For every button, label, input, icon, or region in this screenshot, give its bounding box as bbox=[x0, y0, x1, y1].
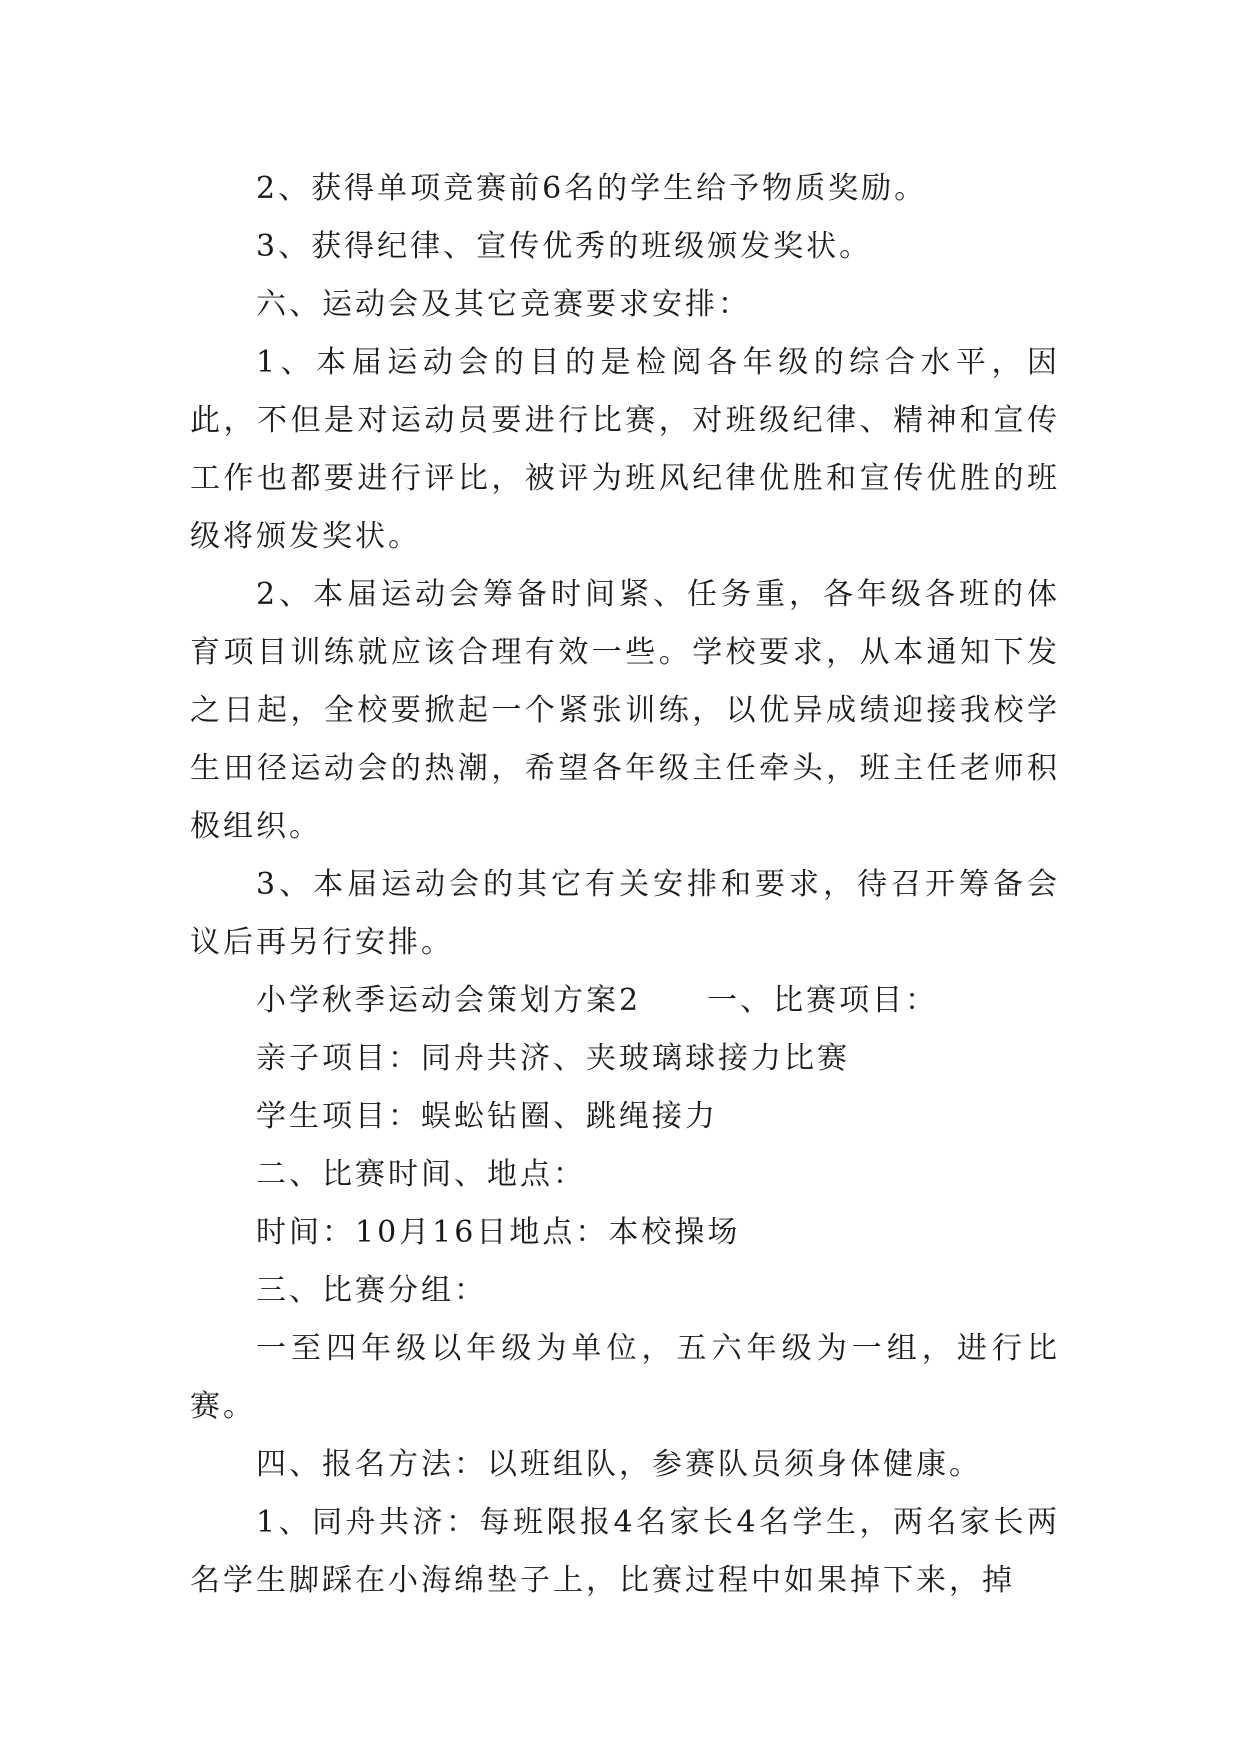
paragraph-grouping: 一至四年级以年级为单位，五六年级为一组，进行比赛。 bbox=[190, 1331, 1060, 1424]
paragraph-purpose: 1、本届运动会的目的是检阅各年级的综合水平，因此，不但是对运动员要进行比赛，对班级纪律、精神和宣传工作也都要进行评比，被评为班风纪律优胜和宣传优胜的班级将颁发奖状。 bbox=[190, 345, 1060, 554]
section-heading-requirements: 六、运动会及其它竞赛要求安排： bbox=[256, 287, 751, 322]
paragraph-award-discipline: 3、获得纪律、宣传优秀的班级颁发奖状。 bbox=[256, 229, 873, 264]
section-heading-time-place: 二、比赛时间、地点： bbox=[256, 1157, 586, 1192]
paragraph-preparation: 2、本届运动会筹备时间紧、任务重，各年级各班的体育项目训练就应该合理有效一些。学校要求，从本通知下发之日起，全校要掀起一个紧张训练，以优异成绩迎接我校学生田径运动会的热潮，希望各年级主任牵头，班主任老师积极组织。 bbox=[190, 577, 1060, 844]
plan-2-title: 小学秋季运动会策划方案2 一、比赛项目： bbox=[256, 983, 939, 1018]
paragraph-parent-child-events: 亲子项目：同舟共济、夹玻璃球接力比赛 bbox=[256, 1041, 850, 1076]
paragraph-award-top6: 2、获得单项竞赛前6名的学生给予物质奖励。 bbox=[256, 171, 928, 206]
paragraph-same-boat-rule: 1、同舟共济：每班限报4名家长4名学生，两名家长两名学生脚踩在小海绵垫子上，比赛过程中如果掉下来，掉 bbox=[190, 1505, 1060, 1598]
section-heading-grouping: 三、比赛分组： bbox=[256, 1273, 487, 1308]
paragraph-time-place: 时间：10月16日地点：本校操场 bbox=[256, 1215, 741, 1250]
paragraph-other-arrangements: 3、本届运动会的其它有关安排和要求，待召开筹备会议后再另行安排。 bbox=[190, 867, 1060, 960]
paragraph-registration: 四、报名方法：以班组队，参赛队员须身体健康。 bbox=[256, 1447, 982, 1482]
paragraph-student-events: 学生项目：蜈蚣钻圈、跳绳接力 bbox=[256, 1099, 718, 1134]
document-body bbox=[190, 160, 1060, 1610]
